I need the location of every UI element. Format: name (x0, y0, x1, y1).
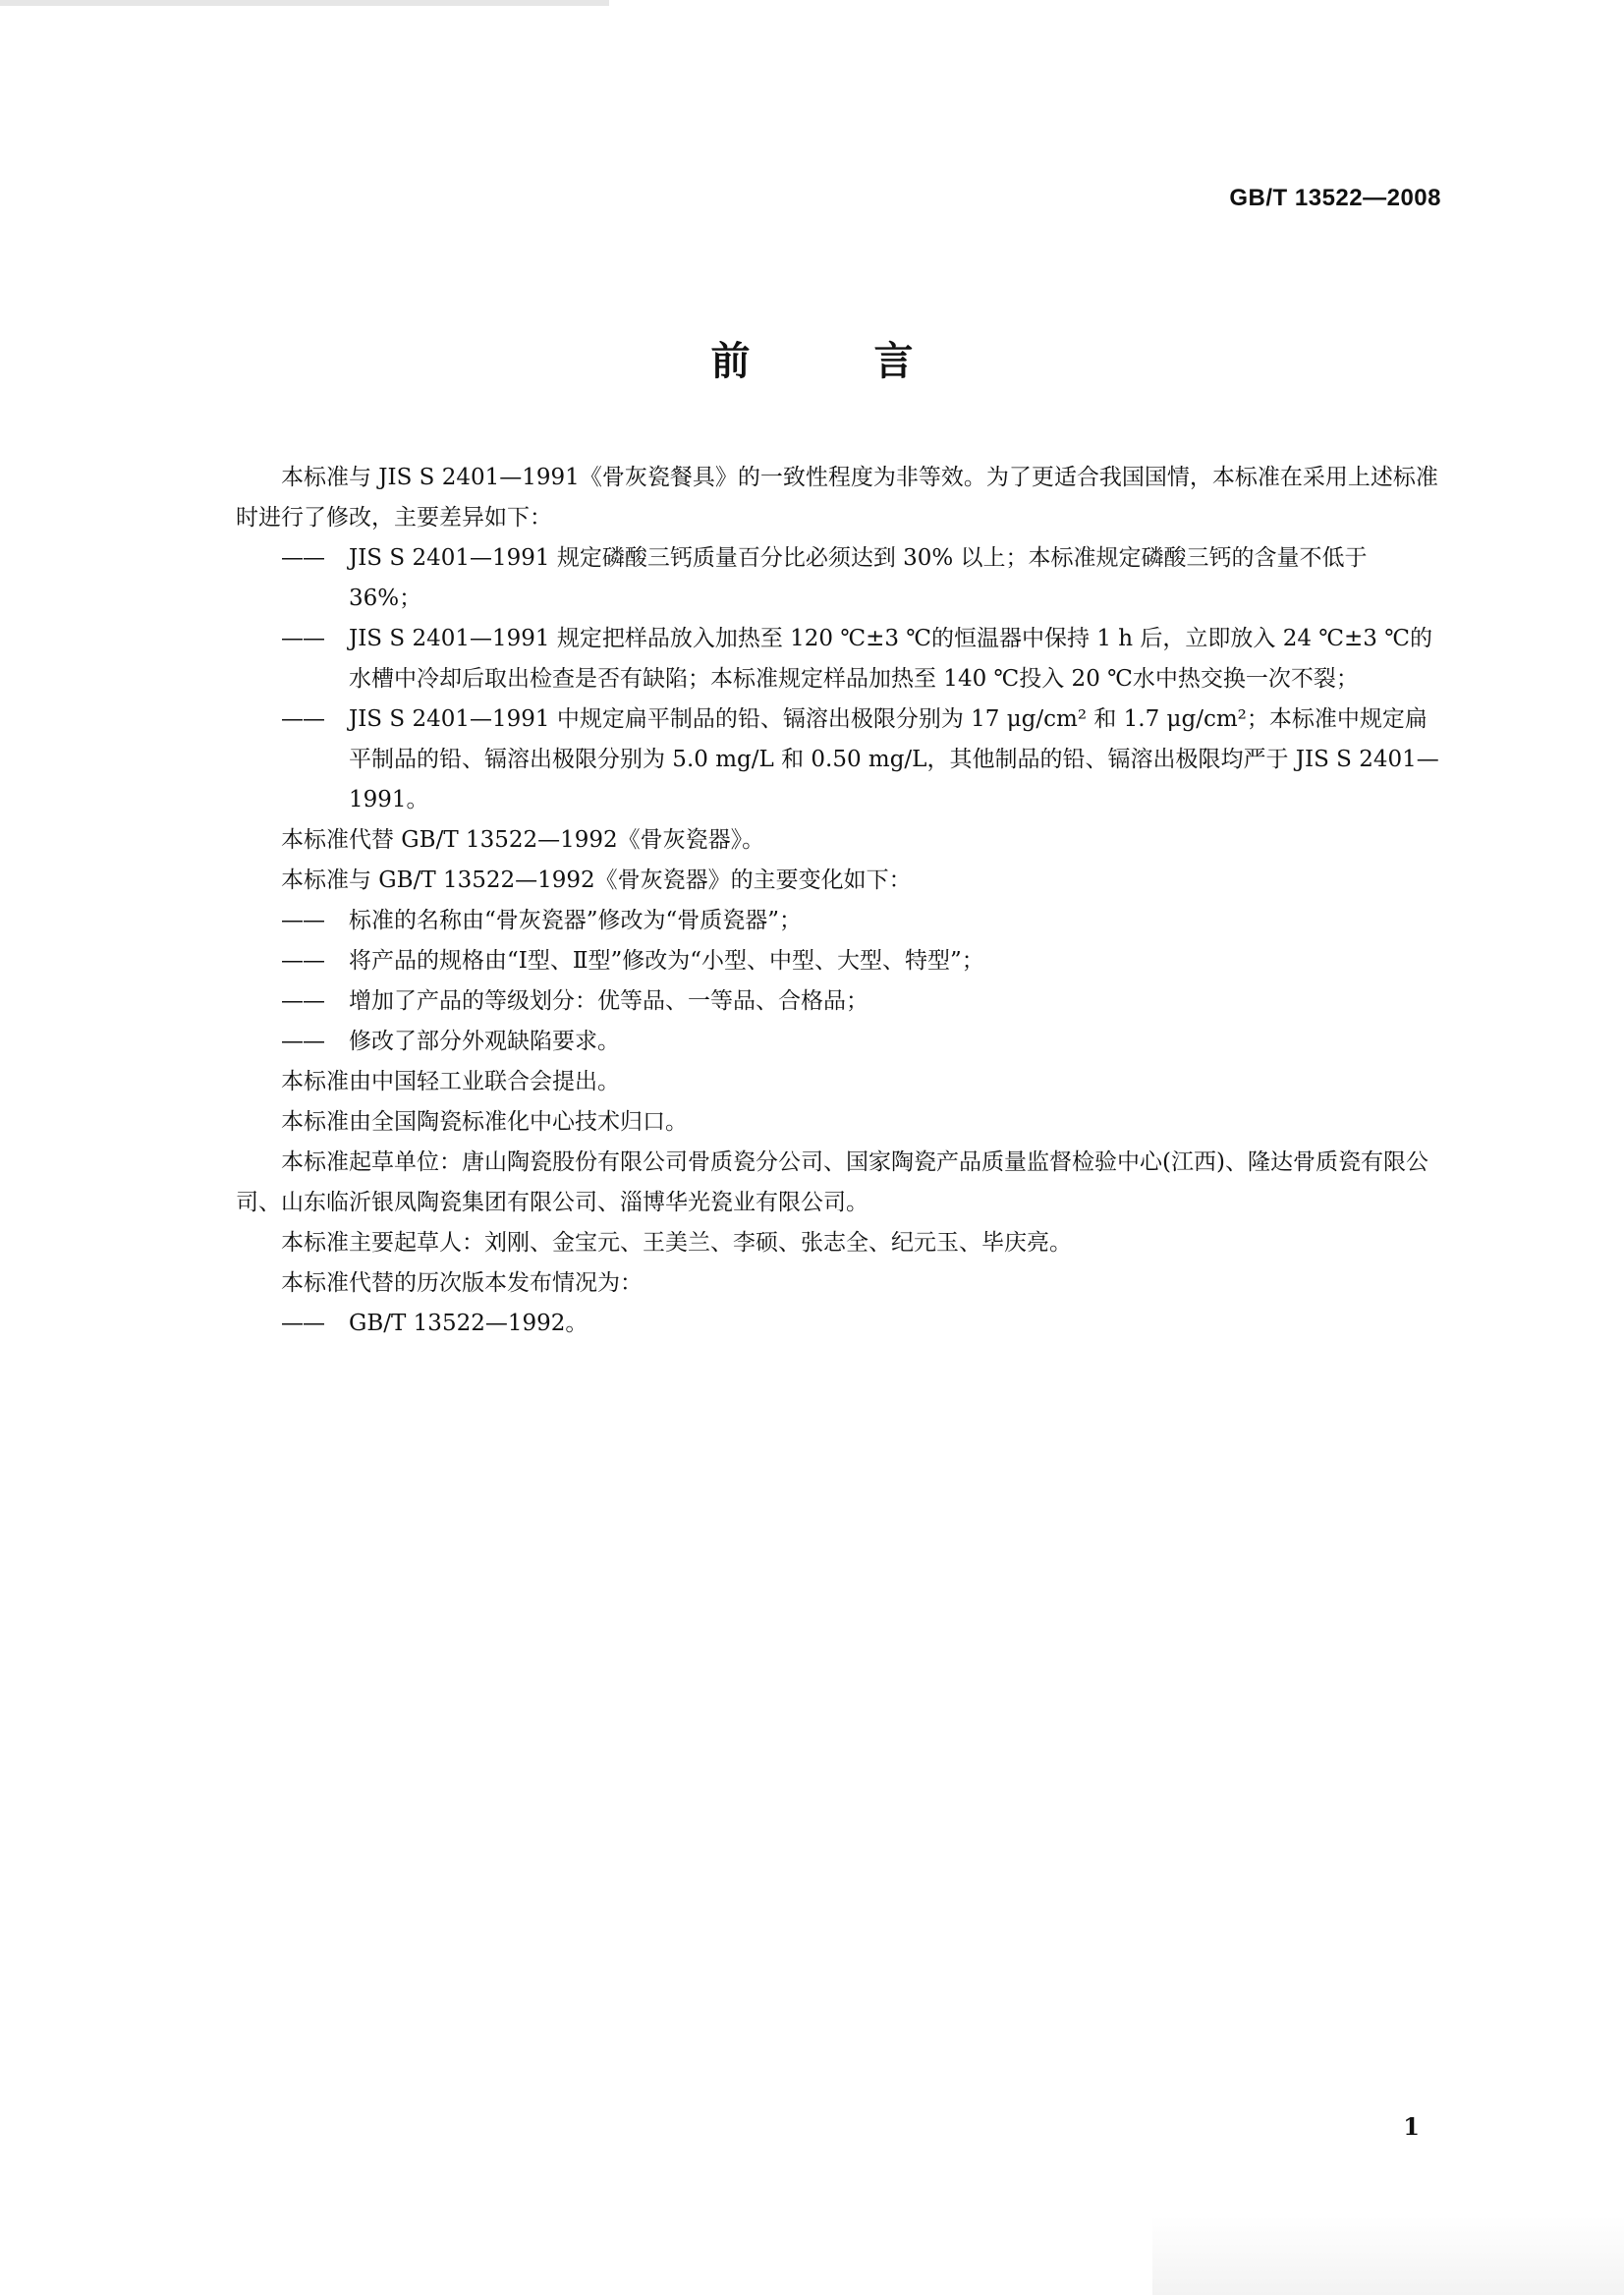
standard-code: GB/T 13522—2008 (1229, 185, 1441, 211)
paragraph-centralized: 本标准由全国陶瓷标准化中心技术归口。 (281, 1109, 688, 1135)
list-item (236, 901, 1444, 941)
paragraph-history: 本标准代替的历次版本发布情况为： (281, 1270, 643, 1296)
list-item-text: JIS S 2401—1991 中规定扁平制品的铅、镉溶出极限分别为 17 μg/cm² 和 1.7 μg/cm²；本标准中规定扁平制品的铅、镉溶出极限分别为 5.0 mg/L 和 0.50 mg/L，其他制品的铅、镉溶出极限均严于 JIS S 2401—1991。 (349, 706, 1439, 812)
dash-mark: —— (281, 988, 324, 1014)
paragraph-equivalence: 本标准与 JIS S 2401—1991《骨灰瓷餐具》的一致性程度为非等效。为了更适合我国国情，本标准在采用上述标准时进行了修改，主要差异如下： (236, 465, 1438, 531)
dash-mark: —— (281, 545, 324, 571)
list-item-text: 标准的名称由“骨灰瓷器”修改为“骨质瓷器”； (349, 908, 803, 933)
list-item-text: 将产品的规格由“Ⅰ型、Ⅱ型”修改为“小型、中型、大型、特型”； (349, 948, 984, 974)
page-title: 前 言 (710, 339, 969, 384)
dash-mark: —— (281, 908, 324, 933)
list-item (236, 1304, 1444, 1344)
dash-mark: —— (281, 948, 324, 974)
list-item-text: JIS S 2401—1991 规定磷酸三钙质量百分比必须达到 30% 以上；本标准规定磷酸三钙的含量不低于 36%； (349, 545, 1368, 611)
dash-mark: —— (281, 1029, 324, 1054)
dash-mark: —— (281, 706, 324, 732)
scan-corner-shadow (1152, 2216, 1624, 2295)
foreword-body (236, 458, 1444, 1344)
list-item-text: GB/T 13522—1992。 (349, 1311, 588, 1336)
dash-mark: —— (281, 1311, 324, 1336)
list-item (236, 619, 1444, 700)
list-item-text: 修改了部分外观缺陷要求。 (349, 1029, 620, 1054)
page-number: 1 (1403, 2112, 1420, 2141)
dash-mark: —— (281, 626, 324, 651)
paragraph-drafters: 本标准主要起草人：刘刚、金宝元、王美兰、李硕、张志全、纪元玉、毕庆亮。 (281, 1230, 1072, 1256)
paragraph-drafting-units: 本标准起草单位：唐山陶瓷股份有限公司骨质瓷分公司、国家陶瓷产品质量监督检验中心(江西)、隆达骨质瓷有限公司、山东临沂银凤陶瓷集团有限公司、淄博华光瓷业有限公司。 (236, 1149, 1428, 1215)
scan-edge-shadow (0, 0, 609, 6)
paragraph-replaces: 本标准代替 GB/T 13522—1992《骨灰瓷器》。 (281, 827, 765, 853)
list-item-text: 增加了产品的等级划分：优等品、一等品、合格品； (349, 988, 868, 1014)
paragraph-changes: 本标准与 GB/T 13522—1992《骨灰瓷器》的主要变化如下： (281, 868, 912, 893)
list-item-text: JIS S 2401—1991 规定把样品放入加热至 120 ℃±3 ℃的恒温器中保持 1 h 后，立即放入 24 ℃±3 ℃的水槽中冷却后取出检查是否有缺陷；本标准规定样品加热至 140 ℃投入 20 ℃水中热交换一次不裂； (349, 626, 1432, 692)
list-item (236, 941, 1444, 981)
list-item (236, 700, 1444, 820)
list-item (236, 1022, 1444, 1062)
list-item (236, 538, 1444, 619)
list-item (236, 981, 1444, 1022)
paragraph-proposer: 本标准由中国轻工业联合会提出。 (281, 1069, 620, 1094)
